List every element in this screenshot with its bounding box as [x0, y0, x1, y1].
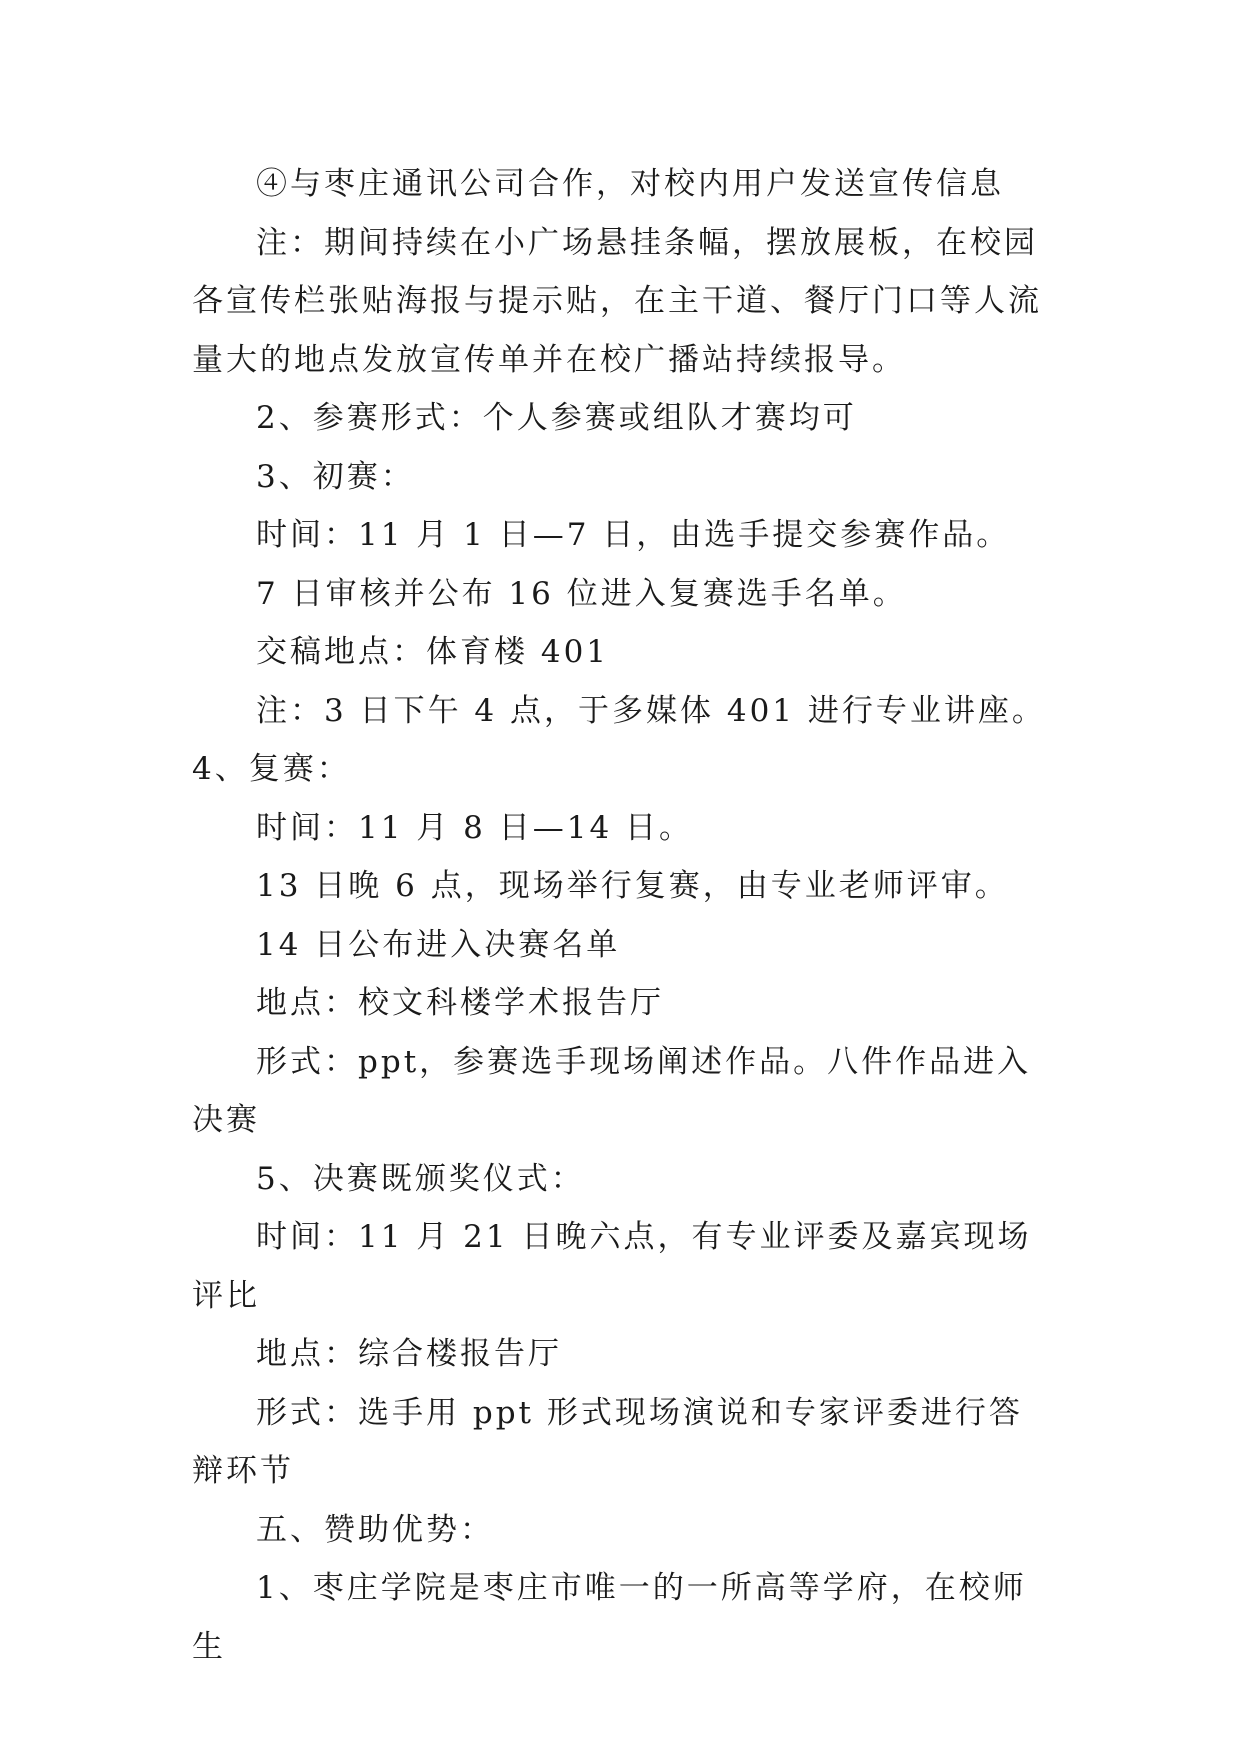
paragraph-submission-location: 交稿地点：体育楼 401 — [256, 634, 610, 670]
paragraph-finalist-announcement: 14 日公布进入决赛名单 — [256, 926, 621, 963]
paragraph-promo-note: 注：期间持续在小广场悬挂条幅，摆放展板，在校园各宣传栏张贴海报与提示贴，在主干道、餐厅门口等人流量大的地点发放宣传单并在校广播站持续报导。 — [192, 224, 1042, 378]
document-body — [192, 155, 1052, 1676]
paragraph-preliminary-heading: 3、初赛： — [256, 458, 415, 495]
paragraph-final-format: 形式：选手用 ppt 形式现场演说和专家评委进行答辩环节 — [192, 1394, 1023, 1489]
paragraph-promo-sms: ④与枣庄通讯公司合作，对校内用户发送宣传信息 — [256, 166, 1004, 202]
paragraph-semifinal-event: 13 日晚 6 点，现场举行复赛，由专业老师评审。 — [256, 868, 1009, 904]
paragraph-final-location: 地点：综合楼报告厅 — [256, 1336, 562, 1372]
paragraph-semifinal-format: 形式：ppt，参赛选手现场阐述作品。八件作品进入决赛 — [192, 1043, 1032, 1138]
paragraph-sponsorship-advantage-1: 1、枣庄学院是枣庄市唯一的一所高等学府，在校师生 — [192, 1570, 1027, 1665]
paragraph-entry-format: 2、参赛形式：个人参赛或组队才赛均可 — [256, 400, 857, 436]
paragraph-preliminary-time: 时间：11 月 1 日—7 日，由选手提交参赛作品。 — [256, 517, 1011, 553]
paragraph-preliminary-review: 7 日审核并公布 16 位进入复赛选手名单。 — [256, 575, 907, 612]
paragraph-final-heading: 5、决赛既颁奖仪式： — [256, 1160, 585, 1197]
paragraph-lecture-note: 注：3 日下午 4 点，于多媒体 401 进行专业讲座。4、复赛： — [192, 692, 1046, 787]
paragraph-sponsorship-heading: 五、赞助优势： — [256, 1511, 494, 1548]
paragraph-final-time: 时间：11 月 21 日晚六点，有专业评委及嘉宾现场评比 — [192, 1219, 1032, 1314]
paragraph-semifinal-time: 时间：11 月 8 日—14 日。 — [256, 809, 694, 846]
paragraph-semifinal-location: 地点：校文科楼学术报告厅 — [256, 985, 664, 1021]
